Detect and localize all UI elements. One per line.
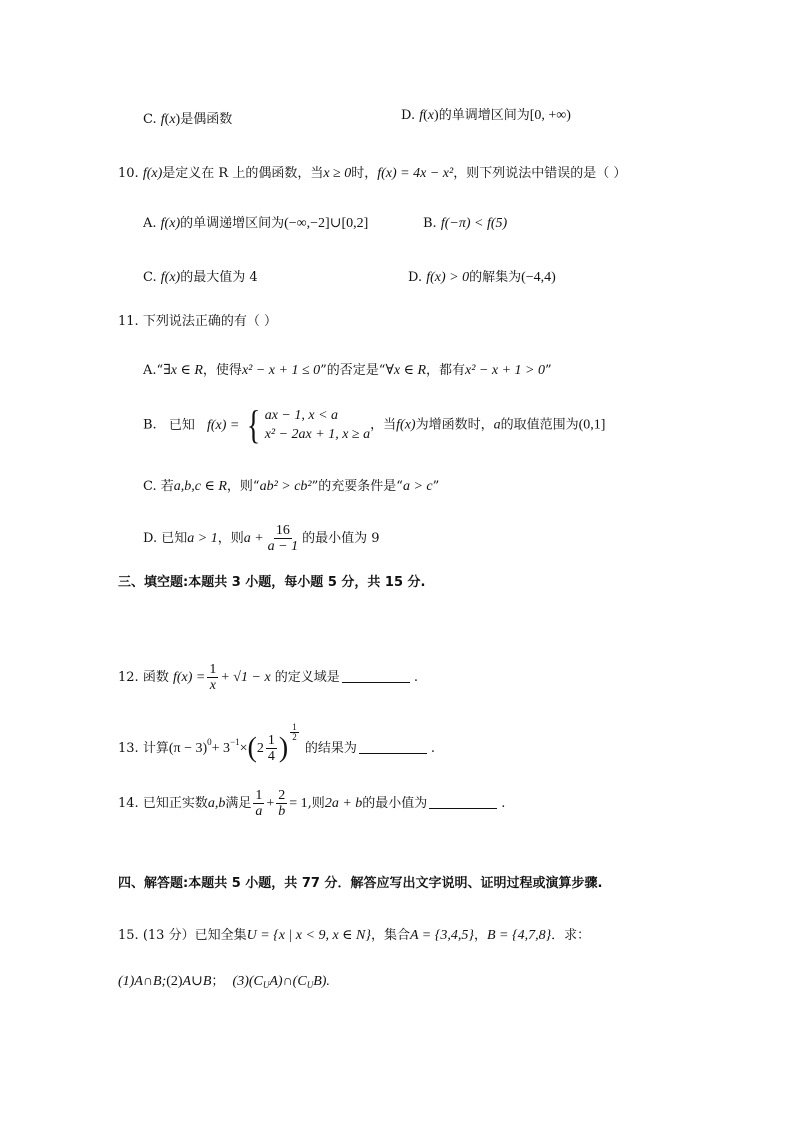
math-fx: f(x) = xyxy=(172,670,206,685)
section-3-title: 三、填空题:本题共 3 小题，每小题 5 分，共 15 分. xyxy=(118,575,426,590)
mixed-integer: 2 xyxy=(256,741,264,756)
q11-option-a xyxy=(143,361,552,381)
option-label: D. xyxy=(408,270,423,285)
math-interval: (−∞,−2]∪[0,2] xyxy=(284,216,369,231)
fraction xyxy=(253,788,264,819)
denominator: x xyxy=(209,678,216,693)
option-text: 已知 xyxy=(161,531,188,546)
math-x: x xyxy=(427,108,435,123)
math-fx: f xyxy=(419,108,424,123)
question-text: 的定义域是 xyxy=(274,670,340,685)
q14 xyxy=(118,786,505,822)
option-text: ，当 xyxy=(370,417,397,433)
denominator: a − 1 xyxy=(267,539,299,554)
exponent: −1 xyxy=(230,737,240,747)
math-times: × xyxy=(239,741,248,756)
option-text: ，则“ xyxy=(226,479,260,494)
math-expr: + 3 xyxy=(211,741,231,756)
math-inequality: x² − x + 1 ≤ 0 xyxy=(241,363,321,378)
numerator: 1 xyxy=(209,662,217,677)
period: . xyxy=(413,670,418,685)
option-text: 的最小值为 9 xyxy=(302,531,380,546)
math-eq: = 1 xyxy=(289,796,308,811)
math-interval: [0, +∞) xyxy=(529,108,571,123)
fraction xyxy=(266,733,277,764)
exponent: 0 xyxy=(207,737,212,747)
math-fx: f(x) xyxy=(396,417,416,433)
case-row: x² − 2ax + 1, x ≥ a xyxy=(264,427,371,442)
q9-option-c xyxy=(143,110,232,130)
math-paren: ( xyxy=(423,108,428,123)
math-fx: f(x) = xyxy=(206,417,240,433)
question-text: 函数 xyxy=(142,670,169,685)
question-number: 11. xyxy=(118,314,139,329)
q13 xyxy=(118,718,435,773)
quote: “ xyxy=(156,363,164,378)
math-fx: f(x) xyxy=(160,216,181,231)
math-fx: f(x) xyxy=(160,270,181,285)
option-text: 的最大值为 4 xyxy=(180,270,258,285)
option-label: D. xyxy=(401,108,416,123)
question-text: ．求： xyxy=(551,928,591,943)
question-text: 已知正实数 xyxy=(142,796,208,811)
math-sqrt: + √1 − x xyxy=(220,670,271,685)
numerator: 2 xyxy=(278,788,286,803)
option-text: ”的否定是“ xyxy=(320,363,386,378)
denominator: 4 xyxy=(267,749,275,764)
math-paren: ) xyxy=(434,108,439,123)
q10-option-a xyxy=(143,214,368,234)
piecewise-function xyxy=(244,402,371,447)
q9-option-d xyxy=(401,106,571,126)
separator: ， xyxy=(473,928,487,943)
option-label: D. xyxy=(143,531,158,546)
math-set-u: U = {x | x < 9, x ∈ N} xyxy=(246,928,371,943)
section-4-title: 四、解答题:本题共 5 小题，共 77 分．解答应写出文字说明、证明过程或演算步骤. xyxy=(118,876,603,891)
math-interval: (−4,4) xyxy=(521,270,556,285)
fraction xyxy=(266,523,300,554)
quote: ” xyxy=(432,479,440,494)
math-forall: ∀x ∈ R xyxy=(385,363,427,378)
denominator: 2 xyxy=(292,732,297,742)
numerator: 16 xyxy=(275,523,290,538)
q10-stem xyxy=(118,164,626,184)
separator: ； xyxy=(211,974,225,989)
answer-blank[interactable] xyxy=(359,739,427,754)
option-text: ”的充要条件是“ xyxy=(311,479,403,494)
fraction xyxy=(207,662,218,693)
math-cond: x ≥ 0 xyxy=(323,166,352,181)
part-3: A)∩(C xyxy=(269,974,307,989)
question-text: 的最小值为 xyxy=(362,796,428,811)
option-text: ，则 xyxy=(217,531,244,546)
math-formula: f(−π) < f(5) xyxy=(440,216,508,231)
math-x: x xyxy=(169,112,176,127)
question-text: 是定义在 R 上的偶函数，当 xyxy=(162,166,324,181)
option-text: 的单调递增区间为 xyxy=(180,216,285,231)
math-inequality: ab² > cb² xyxy=(259,479,312,494)
math-inequality: a > c xyxy=(402,479,433,494)
question-text: 下列说法正确的有（ ） xyxy=(142,314,277,329)
right-paren: ) xyxy=(278,732,289,764)
math-formula: f(x) = 4x − x² xyxy=(377,166,454,181)
question-number: 14. xyxy=(118,796,139,811)
exponent-fraction xyxy=(290,723,299,742)
q11-option-b xyxy=(143,402,606,447)
option-text: 是偶函数 xyxy=(180,112,233,127)
math-fx: f xyxy=(160,112,165,127)
option-text: 的取值范围为 xyxy=(500,417,579,433)
brace: { xyxy=(246,402,260,447)
option-text: 若 xyxy=(160,479,174,494)
math-formula: f(x) > 0 xyxy=(426,270,470,285)
question-text: ，则下列说法中错误的是（ ） xyxy=(453,166,627,181)
q15-parts xyxy=(118,972,330,995)
math-expr: 2a + b xyxy=(324,796,363,811)
question-text: 计算 xyxy=(142,741,169,756)
question-number: 13. xyxy=(118,741,139,756)
question-number: 15. xyxy=(118,928,139,943)
option-label: C. xyxy=(143,479,157,494)
option-text: 为增函数时， xyxy=(415,417,494,433)
q15-stem xyxy=(118,926,590,946)
option-label: A. xyxy=(143,216,157,231)
math-paren: ( xyxy=(164,112,170,127)
question-text: 满足 xyxy=(225,796,252,811)
option-label: B. xyxy=(143,417,157,433)
option-text: 的解集为 xyxy=(469,270,522,285)
option-label: B. xyxy=(423,216,437,231)
math-expr: a + xyxy=(243,531,264,546)
math-var: a xyxy=(493,417,501,433)
part-1: (1)A∩B; xyxy=(118,974,167,989)
answer-blank[interactable] xyxy=(342,668,410,683)
q10-option-c xyxy=(143,268,258,288)
numerator: 1 xyxy=(292,722,297,732)
math-inequality: x² − x + 1 > 0 xyxy=(465,363,545,378)
math-paren: ) xyxy=(175,112,181,127)
part-3: B). xyxy=(313,974,330,989)
question-text: ，集合 xyxy=(370,928,410,943)
math-set-a: A = {3,4,5} xyxy=(410,928,474,943)
question-text: ,则 xyxy=(307,796,325,811)
math-fx: f(x) xyxy=(142,166,163,181)
left-paren: ( xyxy=(247,732,257,764)
period: . xyxy=(430,741,435,756)
option-label: C. xyxy=(143,270,157,285)
option-text: ，都有 xyxy=(426,363,466,378)
option-label: C. xyxy=(143,112,157,127)
q11-stem xyxy=(118,312,277,332)
question-text: (13 分）已知全集 xyxy=(142,928,247,943)
period: . xyxy=(501,796,506,811)
math-plus: + xyxy=(266,796,275,811)
denominator: a xyxy=(255,804,263,819)
fraction xyxy=(276,788,287,819)
q10-option-d xyxy=(408,268,556,288)
option-text: 已知 xyxy=(168,417,195,433)
question-number: 10. xyxy=(118,166,139,181)
math-set-b: B = {4,7,8} xyxy=(486,928,552,943)
part-3: (3)(C xyxy=(232,974,263,989)
option-text: ，使得 xyxy=(202,363,242,378)
option-text: 的单调增区间为 xyxy=(438,108,530,123)
denominator: b xyxy=(278,804,286,819)
q11-option-d xyxy=(143,522,380,556)
question-text: 时， xyxy=(351,166,378,181)
math-vars: a,b,c ∈ R xyxy=(173,479,227,494)
q11-option-c xyxy=(143,477,439,497)
numerator: 1 xyxy=(267,733,275,748)
part-2: A∪B xyxy=(182,974,212,989)
q12 xyxy=(118,660,418,696)
subscript: U xyxy=(306,980,314,990)
question-number: 12. xyxy=(118,670,139,685)
q10-option-b xyxy=(423,214,507,234)
numerator: 1 xyxy=(255,788,263,803)
question-text: 的结果为 xyxy=(304,741,357,756)
option-label: A. xyxy=(143,363,157,378)
math-exists: ∃x ∈ R xyxy=(163,363,203,378)
case-row: ax − 1, x < a xyxy=(264,408,339,423)
quote: ” xyxy=(545,363,552,378)
math-interval: (0,1] xyxy=(578,417,606,433)
part-2-label: (2) xyxy=(166,974,183,989)
math-expr: (π − 3) xyxy=(168,741,208,756)
math-inequality: a > 1 xyxy=(187,531,218,546)
answer-blank[interactable] xyxy=(429,794,497,809)
subscript: U xyxy=(262,980,270,990)
math-vars: a,b xyxy=(207,796,226,811)
